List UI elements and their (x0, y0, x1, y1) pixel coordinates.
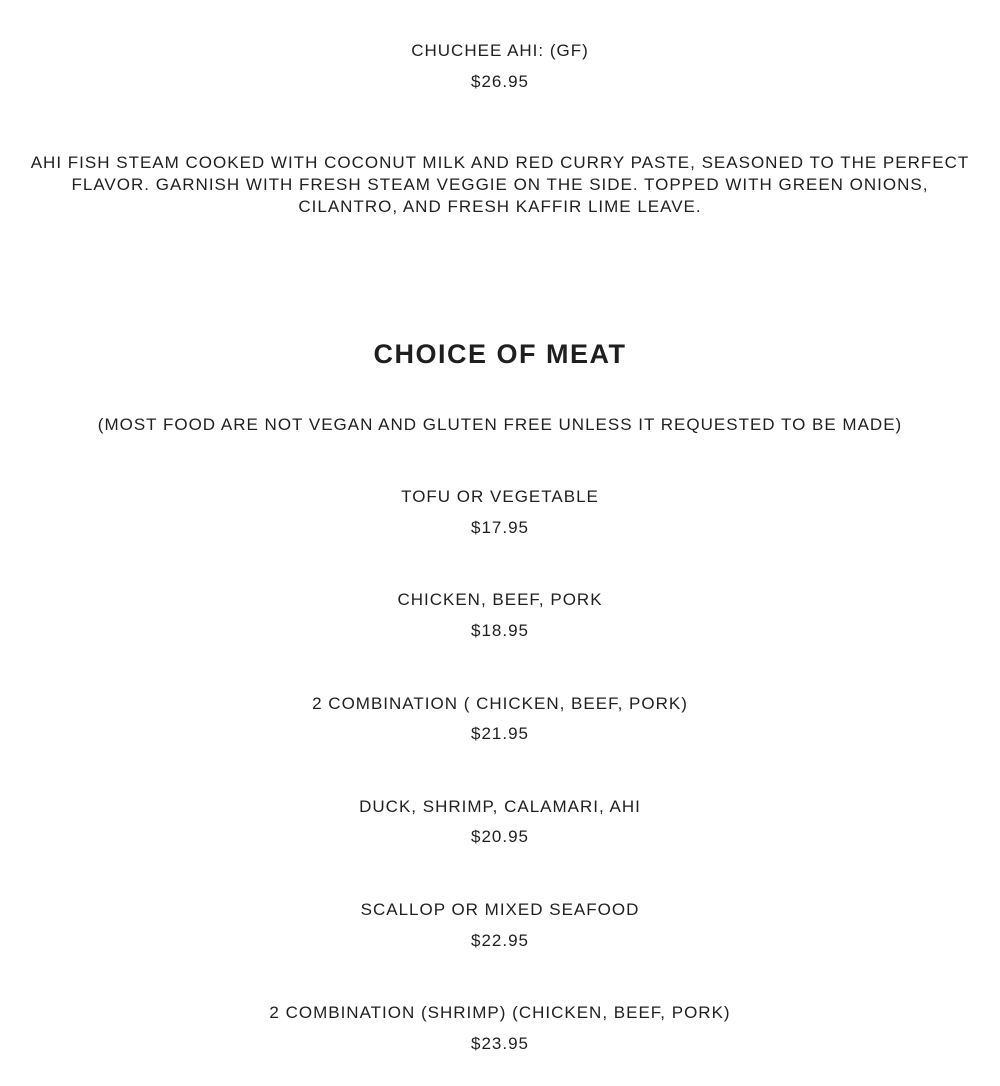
menu-item-name: DUCK, SHRIMP, CALAMARI, AHI (359, 797, 641, 816)
menu-item-name: SCALLOP OR MIXED SEAFOOD (360, 900, 640, 919)
menu-item-price: $17.95 (471, 518, 529, 537)
menu-item-price: $23.95 (471, 1034, 529, 1053)
menu-item-price: $20.95 (471, 827, 529, 846)
menu-item-price: $22.95 (471, 931, 529, 950)
menu-item-price: $18.95 (471, 621, 529, 640)
menu-item-name: CHICKEN, BEEF, PORK (397, 590, 603, 609)
menu-item-price: $26.95 (471, 72, 529, 91)
menu-item-name: 2 COMBINATION (SHRIMP) (CHICKEN, BEEF, PORK) (269, 1003, 731, 1022)
menu-item-name: CHUCHEE AHI: (GF) (411, 41, 589, 60)
menu-item-description: AHI FISH STEAM COOKED WITH COCONUT MILK AND RED CURRY PASTE, SEASONED TO THE PERFECT FLAVOR. GARNISH WITH FRESH STEAM VEGGIE ON THE SIDE. TOPPED WITH GREEN ONIONS, CILANTRO, AND FRESH KAFFIR LIME LEAVE. (30, 153, 970, 216)
section-title: CHOICE OF MEAT (373, 339, 627, 369)
section-note: (MOST FOOD ARE NOT VEGAN AND GLUTEN FREE UNLESS IT REQUESTED TO BE MADE) (97, 415, 903, 434)
menu-item-name: TOFU OR VEGETABLE (401, 487, 599, 506)
menu-item-price: $21.95 (471, 724, 529, 743)
menu-item-name: 2 COMBINATION ( CHICKEN, BEEF, PORK) (312, 694, 688, 713)
